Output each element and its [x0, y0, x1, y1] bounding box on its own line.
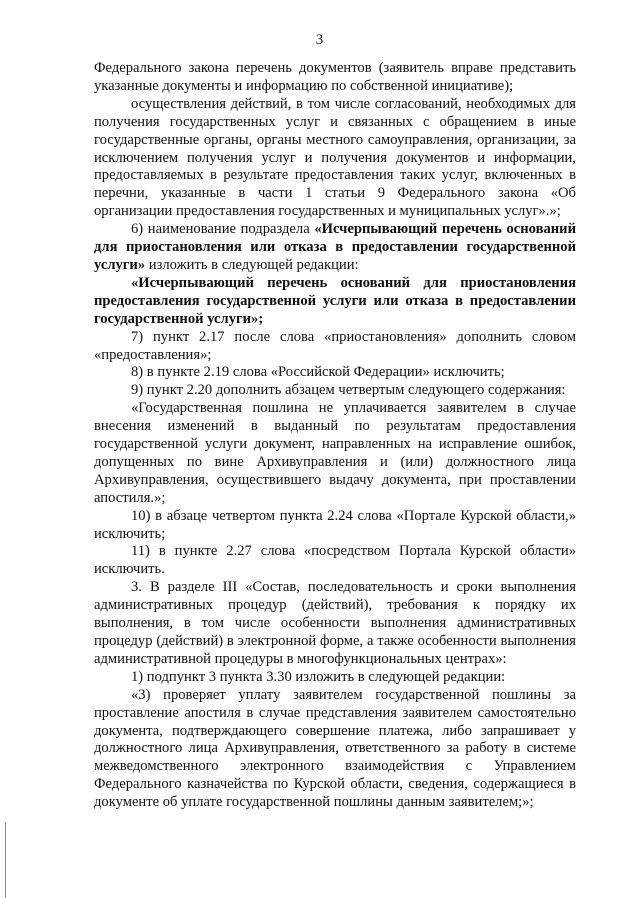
- paragraph-text: 9) пункт 2.20 дополнить абзацем четвертым следующего содержания:: [131, 382, 566, 399]
- paragraph: [94, 329, 576, 365]
- paragraph: [94, 60, 576, 96]
- paragraph-text: 7) пункт 2.17 после слова «приостановления» дополнить словом «предоставления»;: [94, 328, 576, 363]
- paragraph: [94, 364, 576, 382]
- paragraph-text: 1) подпункт 3 пункта 3.30 изложить в следующей редакции:: [131, 668, 506, 685]
- page-number: 3: [315, 32, 324, 48]
- bold-text: «Исчерпывающий перечень оснований для приостановления предоставления государственной услуги или отказа в предоставлении государственной услуги»;: [94, 274, 576, 327]
- paragraph: [94, 96, 576, 221]
- paragraph-text: осуществления действий, в том числе согласований, необходимых для получения государственных услуг и связанных с обращением в иные государственные органы, органы местного самоуправления, организации, за исключением получения услуг и получения документов и информации, предоставляемых в результате предоставления таких услуг, включенных в перечни, указанные в части 1 статьи 9 Федерального закона «Об организации предоставления государственных и муниципальных услуг».»;: [94, 95, 576, 220]
- paragraph: [94, 579, 576, 669]
- paragraph: [94, 382, 576, 400]
- paragraph-text: 10) в абзаце четвертом пункта 2.24 слова «Портале Курской области,» исключить;: [94, 507, 576, 542]
- paragraph-text: 3. В разделе III «Состав, последовательность и сроки выполнения административных процедур (действий), требования к порядку их выполнения, в том числе особенности выполнения административных процедур (действий) в электронной форме, а также особенности выполнения административной процедуры в многофункциональных центрах»:: [94, 579, 576, 667]
- paragraph: [94, 508, 576, 544]
- paragraph: [94, 275, 576, 329]
- scan-edge-mark: [5, 822, 6, 898]
- paragraph: [94, 221, 576, 275]
- paragraph: [94, 400, 576, 507]
- paragraph-text: 11) в пункте 2.27 слова «посредством Портала Курской области» исключить.: [94, 543, 576, 578]
- document-body: [94, 60, 576, 812]
- paragraph-text: «3) проверяет уплату заявителем государственной пошлины за проставление апостиля в случае представления заявителем самостоятельно документа, подтверждающего совершение платежа, либо запрашивает у должностного лица Архивуправления, ответственного за работу в системе межведомственного электронного взаимодействия с Управлением Федерального казначейства по Курской области, сведения, содержащиеся в документе об уплате государственной пошлины данным заявителем;»;: [94, 686, 576, 811]
- paragraph-text: изложить в следующей редакции:: [145, 256, 359, 273]
- paragraph-text: Федерального закона перечень документов (заявитель вправе представить указанные документы и информацию по собственной инициативе);: [94, 60, 576, 94]
- paragraph-text: «Государственная пошлина не уплачивается заявителем в случае внесения изменений в выданный по результатам предоставления государственной услуги документ, направленных на исправление ошибок, допущенных по вине Архивуправления и (или) должностного лица Архивуправления, осуществившего выдачу документа, при проставлении апостиля.»;: [94, 400, 576, 506]
- paragraph-text: 8) в пункте 2.19 слова «Российской Федерации» исключить;: [131, 364, 505, 381]
- paragraph: [94, 669, 576, 687]
- paragraph: [94, 687, 576, 812]
- paragraph-text: 6) наименование подраздела: [131, 221, 315, 238]
- paragraph: [94, 543, 576, 579]
- bold-text: «Исчерпывающий перечень оснований для приостановления или отказа в предоставлении государственной услуги»: [94, 221, 577, 273]
